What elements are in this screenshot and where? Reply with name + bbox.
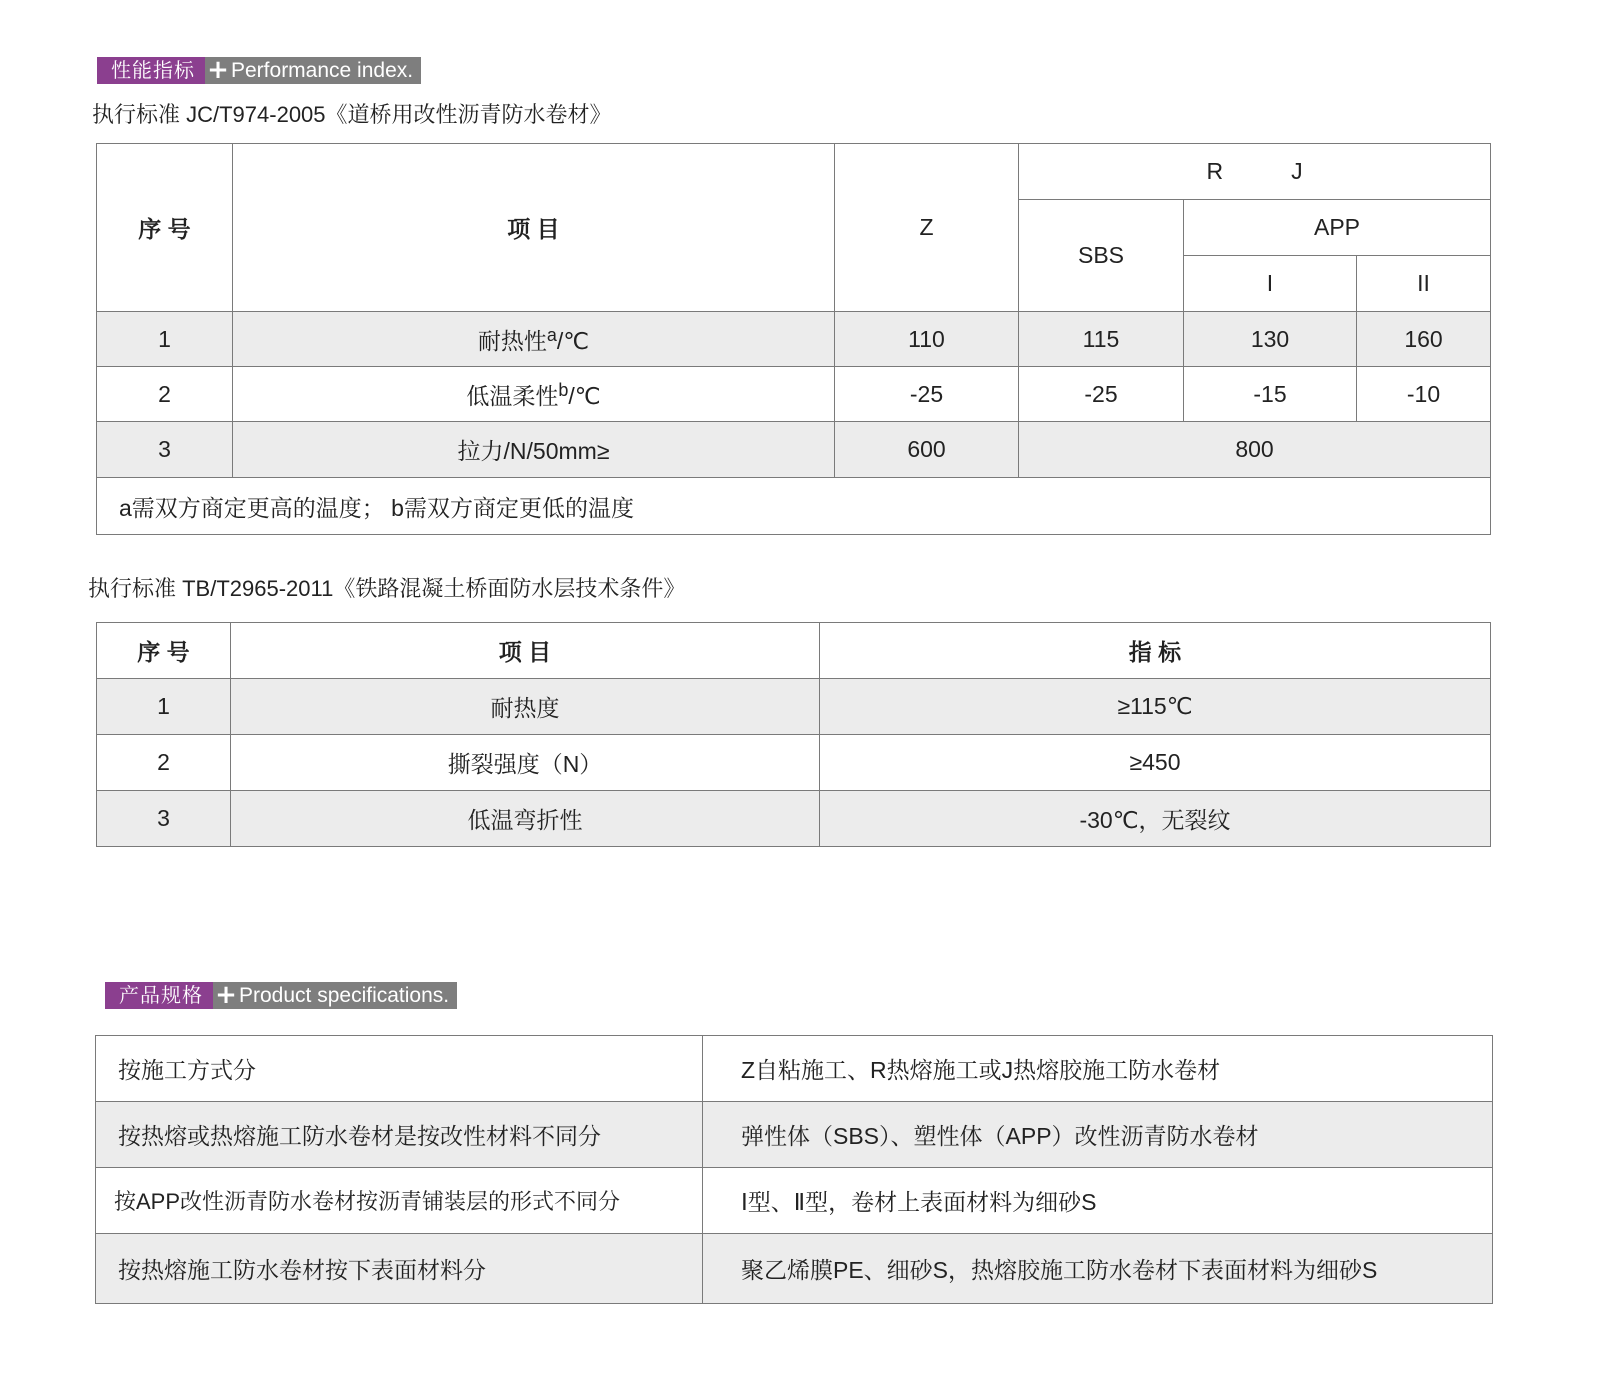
header-rj	[1019, 144, 1491, 200]
table-row: 2 撕裂强度（N） ≥450	[97, 735, 1491, 791]
table-row: 按APP改性沥青防水卷材按沥青铺装层的形式不同分 Ⅰ型、Ⅱ型，卷材上表面材料为细砂S	[96, 1168, 1493, 1234]
header-en: Performance index.	[231, 57, 421, 84]
header-r: R	[1206, 158, 1224, 184]
header-cn: 性能指标	[97, 57, 205, 84]
header-type-i: I	[1184, 256, 1357, 312]
header-sbs: SBS	[1019, 200, 1184, 312]
specifications-table	[95, 1035, 1493, 1304]
header-app: APP	[1184, 200, 1491, 256]
plus-icon: +	[205, 57, 231, 84]
product-specifications-header	[105, 982, 457, 1009]
header-en: Product specifications.	[239, 982, 457, 1009]
header-item: 项 目	[233, 144, 835, 312]
table-row: 3 拉力/N/50mm≥ 600 800	[97, 422, 1491, 478]
table-row: 1 耐热性$^a$/℃ 110 115 130 160	[97, 312, 1491, 367]
header-type-ii: II	[1357, 256, 1491, 312]
t2-header-no: 序 号	[97, 623, 231, 679]
header-z: Z	[835, 144, 1019, 312]
t2-header-index: 指 标	[820, 623, 1491, 679]
header-no: 序 号	[97, 144, 233, 312]
table-note: a需双方商定更高的温度； b需双方商定更低的温度	[97, 478, 1491, 535]
performance-table-1	[96, 143, 1491, 535]
header-cn: 产品规格	[105, 982, 213, 1009]
standard-title-1: 执行标准 JC/T974-2005《道桥用改性沥青防水卷材》	[92, 102, 612, 127]
table-row: 按施工方式分 Z自粘施工、R热熔施工或J热熔胶施工防水卷材	[96, 1036, 1493, 1102]
performance-index-header	[97, 57, 421, 84]
performance-table-2	[96, 622, 1491, 847]
table-row: 3 低温弯折性 -30℃，无裂纹	[97, 791, 1491, 847]
standard-title-2: 执行标准 TB/T2965-2011《铁路混凝土桥面防水层技术条件》	[88, 576, 686, 601]
header-j: J	[1291, 158, 1303, 184]
plus-icon: +	[213, 982, 239, 1009]
t2-header-item: 项 目	[231, 623, 820, 679]
table-row: 按热熔或热熔施工防水卷材是按改性材料不同分 弹性体（SBS）、塑性体（APP）改性沥青防水卷材	[96, 1102, 1493, 1168]
table-row: 1 耐热度 ≥115℃	[97, 679, 1491, 735]
table-row: 2 低温柔性$^b$/℃ -25 -25 -15 -10	[97, 367, 1491, 422]
table-row: 按热熔施工防水卷材按下表面材料分 聚乙烯膜PE、细砂S，热熔胶施工防水卷材下表面材料为细砂S	[96, 1234, 1493, 1304]
